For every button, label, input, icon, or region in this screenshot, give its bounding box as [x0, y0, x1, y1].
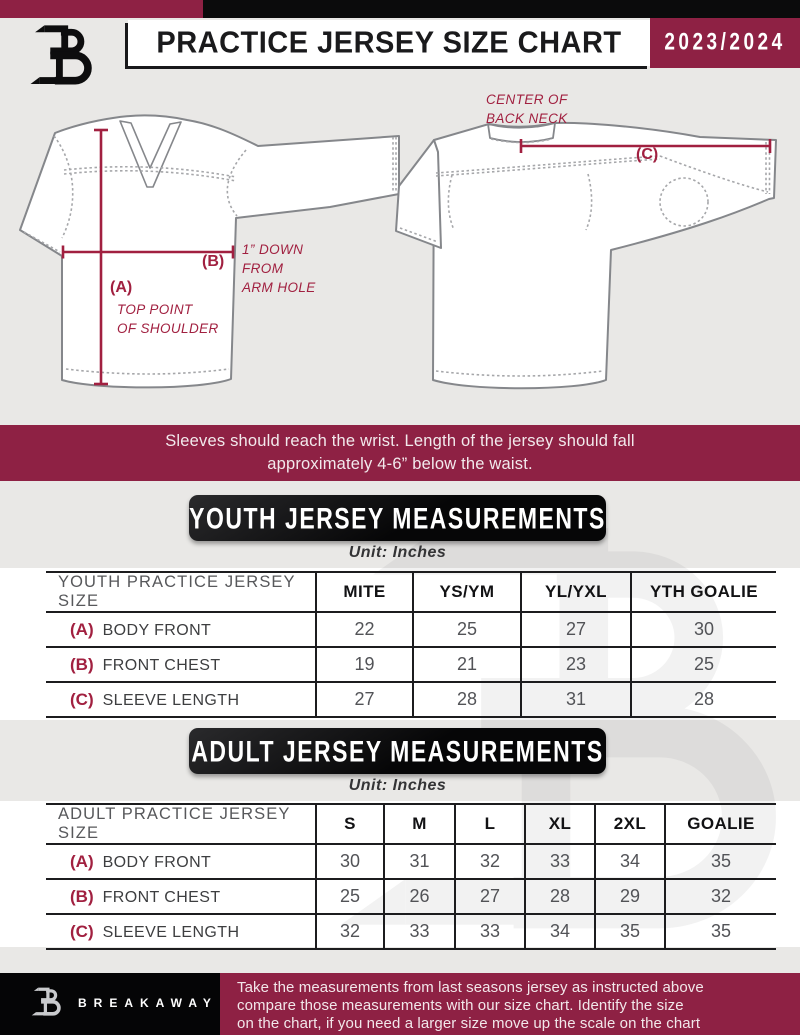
- column-header: GOALIE: [665, 804, 776, 844]
- top-point-shoulder-note: TOP POINT OF SHOULDER: [117, 302, 219, 336]
- column-header: ADULT PRACTICE JERSEY SIZE: [46, 804, 316, 844]
- youth-section-title: YOUTH JERSEY MEASUREMENTS: [189, 500, 606, 535]
- center-back-neck-note: CENTER OF BACK NECK: [486, 92, 568, 126]
- table-row: [46, 612, 776, 647]
- table-cell: 29: [595, 879, 665, 914]
- table-cell: 26: [384, 879, 455, 914]
- table-cell: 28: [631, 682, 776, 717]
- title-banner: [128, 20, 650, 66]
- column-header: M: [384, 804, 455, 844]
- table-cell: 35: [595, 914, 665, 949]
- table-cell: 19: [316, 647, 413, 682]
- table-cell: 22: [316, 612, 413, 647]
- marker-a-label: (A): [110, 279, 133, 296]
- table-row: [46, 914, 776, 949]
- notice-line: approximately 4-6” below the waist.: [267, 455, 533, 473]
- footer-line: on the chart, if you need a larger size move up the scale on the chart: [237, 1015, 701, 1032]
- row-header: (A) BODY FRONT: [46, 612, 316, 647]
- brand-name: BREAKAWAY: [78, 996, 218, 1010]
- top-bar-black: [203, 0, 800, 18]
- breakaway-footer-logo: [30, 986, 68, 1022]
- table-cell: 33: [525, 844, 595, 879]
- table-cell: 25: [316, 879, 384, 914]
- column-header: YOUTH PRACTICE JERSEY SIZE: [46, 572, 316, 612]
- marker-c-label: (C): [636, 146, 659, 163]
- season-label: 2023/2024: [664, 28, 786, 56]
- footer-line: compare those measurements with our size chart. Identify the size: [237, 997, 684, 1014]
- column-header: YS/YM: [413, 572, 521, 612]
- front-jersey-diagram: [20, 115, 399, 387]
- table-cell: 27: [316, 682, 413, 717]
- table-cell: 35: [665, 914, 776, 949]
- jersey-diagrams: [0, 90, 800, 423]
- table-cell: 27: [455, 879, 525, 914]
- table-cell: 31: [521, 682, 631, 717]
- table-cell: 32: [455, 844, 525, 879]
- youth-section-banner: [189, 495, 606, 541]
- table-cell: 25: [413, 612, 521, 647]
- table-cell: 28: [413, 682, 521, 717]
- table-cell: 34: [525, 914, 595, 949]
- back-jersey-diagram: [396, 123, 776, 388]
- row-header: (B) FRONT CHEST: [46, 647, 316, 682]
- table-header-row: [46, 572, 776, 612]
- notice-line: Sleeves should reach the wrist. Length of the jersey should fall: [165, 432, 635, 450]
- table-cell: 31: [384, 844, 455, 879]
- column-header: MITE: [316, 572, 413, 612]
- column-header: L: [455, 804, 525, 844]
- table-cell: 30: [316, 844, 384, 879]
- fit-notice-banner: [0, 425, 800, 481]
- breakaway-logo: [24, 22, 110, 98]
- column-header: YL/YXL: [521, 572, 631, 612]
- table-cell: 25: [631, 647, 776, 682]
- arm-hole-note: 1” DOWN FROM ARM HOLE: [242, 242, 316, 295]
- table-cell: 35: [665, 844, 776, 879]
- table-row: [46, 682, 776, 717]
- youth-unit-label: Unit: Inches: [348, 544, 447, 561]
- table-cell: 33: [455, 914, 525, 949]
- table-row: [46, 647, 776, 682]
- footer-instructions: [220, 973, 800, 1035]
- column-header: 2XL: [595, 804, 665, 844]
- adult-unit-label: Unit: Inches: [348, 777, 447, 794]
- row-header: (A) BODY FRONT: [46, 844, 316, 879]
- page-title: PRACTICE JERSEY SIZE CHART: [156, 25, 622, 60]
- table-row: [46, 879, 776, 914]
- footer-line: Take the measurements from last seasons jersey as instructed above: [237, 979, 704, 996]
- table-cell: 33: [384, 914, 455, 949]
- table-row: [46, 844, 776, 879]
- table-cell: 30: [631, 612, 776, 647]
- row-header: (C) SLEEVE LENGTH: [46, 914, 316, 949]
- season-banner: [650, 18, 800, 68]
- column-header: XL: [525, 804, 595, 844]
- table-cell: 32: [316, 914, 384, 949]
- row-header: (B) FRONT CHEST: [46, 879, 316, 914]
- youth-size-table: [46, 571, 776, 718]
- table-cell: 21: [413, 647, 521, 682]
- table-header-row: [46, 804, 776, 844]
- table-cell: 27: [521, 612, 631, 647]
- adult-section-banner: [189, 728, 606, 774]
- column-header: YTH GOALIE: [631, 572, 776, 612]
- top-bar-maroon: [0, 0, 203, 18]
- adult-section-title: ADULT JERSEY MEASUREMENTS: [191, 733, 604, 768]
- row-header: (C) SLEEVE LENGTH: [46, 682, 316, 717]
- column-header: S: [316, 804, 384, 844]
- table-cell: 28: [525, 879, 595, 914]
- adult-size-table: [46, 803, 776, 950]
- table-cell: 32: [665, 879, 776, 914]
- table-cell: 23: [521, 647, 631, 682]
- marker-b-label: (B): [202, 253, 225, 270]
- table-cell: 34: [595, 844, 665, 879]
